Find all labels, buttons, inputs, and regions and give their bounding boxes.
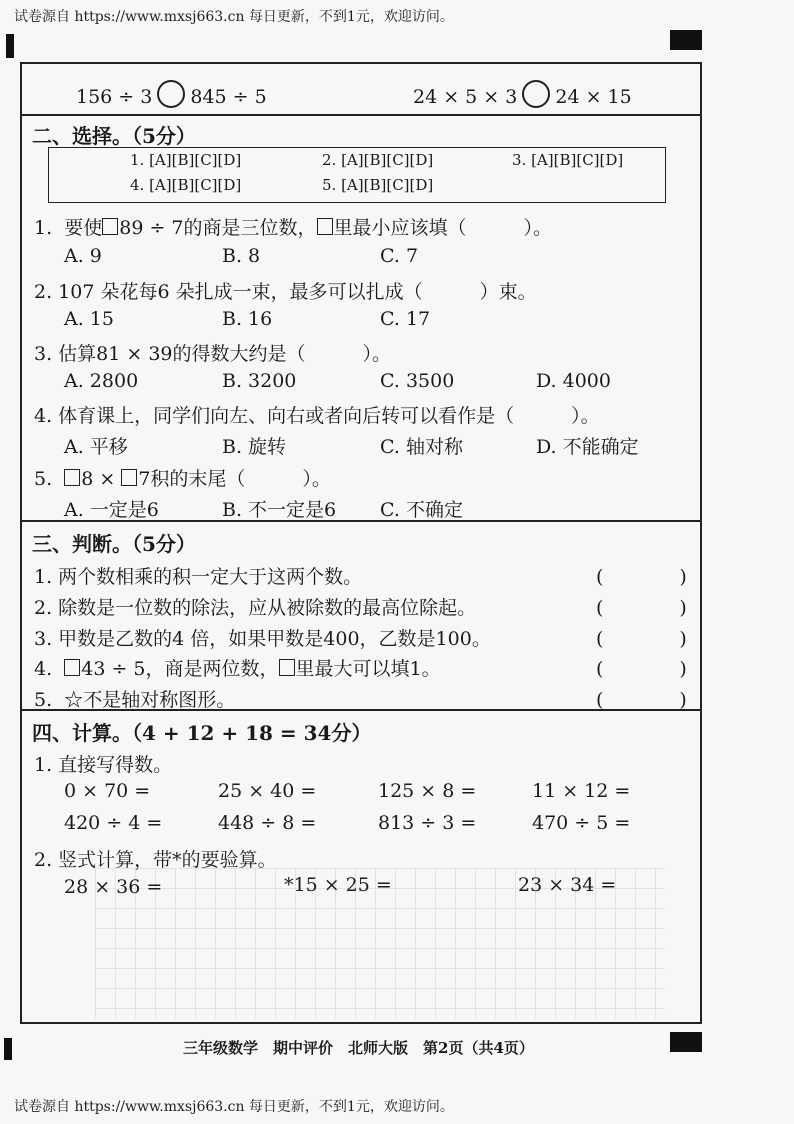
section-title: 二、选择。（5分） (32, 124, 196, 148)
calc-item: 23 × 34 = (518, 874, 617, 896)
compare-expr: 156 ÷ 3 (76, 86, 153, 108)
answer-choice-row[interactable]: 5. [A][B][C][D] (322, 176, 434, 194)
question-text: 89 ÷ 7的商是三位数， (119, 217, 317, 239)
work-grid[interactable] (95, 868, 665, 1018)
question-text: 里最小应该填（ ）。 (333, 217, 553, 239)
question-text: 不是轴对称图形。 (83, 689, 236, 711)
judge-item: 3. 甲数是乙数的4 倍，如果甲数是400，乙数是100。 (34, 628, 491, 650)
option: B. 不一定是6 (222, 499, 337, 521)
watermark-bottom: 试卷源自 https://www.mxsj663.cn 每日更新，不到1元，欢迎访问。 (14, 1099, 454, 1115)
section-title: 四、计算。（4 + 12 + 18 = 34分） (32, 721, 372, 745)
calc-item: *15 × 25 = (284, 874, 392, 896)
blank-box (64, 659, 80, 676)
blank-box (317, 218, 333, 235)
question-number: 5. (34, 468, 53, 490)
compare-expr: 24 × 15 (555, 86, 632, 108)
registration-mark (670, 30, 702, 50)
option: B. 3200 (222, 370, 297, 392)
blank-box (121, 469, 137, 486)
compare-left (76, 80, 267, 108)
calc-item: 11 × 12 = (532, 780, 631, 802)
answer-parentheses[interactable]: ( ) (596, 689, 687, 711)
answer-parentheses[interactable]: ( ) (596, 628, 687, 650)
option: D. 不能确定 (536, 436, 639, 458)
option: A. 平移 (64, 436, 128, 458)
question-text: 8 × (81, 468, 122, 490)
option: D. 4000 (536, 370, 611, 392)
calc-item: 470 ÷ 5 = (532, 812, 631, 834)
question-stem (34, 213, 552, 240)
question-stem (34, 464, 331, 491)
compare-expr: 24 × 5 × 3 (413, 86, 518, 108)
compare-circle[interactable] (157, 80, 185, 108)
option: C. 7 (380, 245, 419, 267)
option: C. 轴对称 (380, 436, 463, 458)
calc-item: 125 × 8 = (378, 780, 477, 802)
question-stem: 4. 体育课上，同学们向左、向右或者向后转可以看作是（ ）。 (34, 405, 600, 427)
option: C. 3500 (380, 370, 455, 392)
option: A. 一定是6 (64, 499, 159, 521)
option: A. 15 (64, 308, 114, 330)
answer-parentheses[interactable]: ( ) (596, 566, 687, 588)
option: A. 9 (64, 245, 102, 267)
page-footer: 三年级数学 期中评价 北师大版 第2页（共4页） (183, 1039, 534, 1057)
registration-mark (4, 1038, 12, 1060)
answer-choice-row[interactable]: 1. [A][B][C][D] (130, 151, 242, 169)
question-number: 4. (34, 658, 53, 680)
compare-circle[interactable] (522, 80, 550, 108)
section-divider (22, 114, 700, 116)
calc-item: 448 ÷ 8 = (218, 812, 317, 834)
question-text: 要使 (64, 217, 103, 239)
option: C. 17 (380, 308, 431, 330)
option: B. 8 (222, 245, 261, 267)
registration-mark (6, 34, 14, 58)
question-stem: 3. 估算81 × 39的得数大约是（ ）。 (34, 343, 392, 365)
compare-right (413, 80, 632, 108)
blank-box (279, 659, 295, 676)
watermark-top: 试卷源自 https://www.mxsj663.cn 每日更新，不到1元，欢迎访问。 (14, 9, 454, 25)
answer-parentheses[interactable]: ( ) (596, 658, 687, 680)
judge-item: 2. 除数是一位数的除法，应从被除数的最高位除起。 (34, 597, 477, 619)
compare-expr: 845 ÷ 5 (190, 86, 267, 108)
option: B. 旋转 (222, 436, 287, 458)
question-stem: 2. 107 朵花每6 朵扎成一束，最多可以扎成（ ）束。 (34, 281, 537, 303)
calc-item: 420 ÷ 4 = (64, 812, 163, 834)
calc-item: 28 × 36 = (64, 876, 163, 898)
section-title: 三、判断。（5分） (32, 532, 196, 556)
star-icon: ☆ (64, 689, 84, 711)
calc-item: 813 ÷ 3 = (378, 812, 477, 834)
option: A. 2800 (64, 370, 139, 392)
question-text: 43 ÷ 5，商是两位数， (81, 658, 279, 680)
answer-parentheses[interactable]: ( ) (596, 597, 687, 619)
question-number: 1. (34, 217, 53, 239)
calc-item: 0 × 70 = (64, 780, 151, 802)
question-text: 7积的末尾（ ）。 (138, 468, 331, 490)
answer-choice-row[interactable]: 3. [A][B][C][D] (512, 151, 624, 169)
option: B. 16 (222, 308, 273, 330)
question-text: 里最大可以填1。 (295, 658, 441, 680)
blank-box (64, 469, 80, 486)
option: C. 不确定 (380, 499, 463, 521)
answer-choice-row[interactable]: 4. [A][B][C][D] (130, 176, 242, 194)
sub-question: 1. 直接写得数。 (34, 754, 173, 776)
calc-item: 25 × 40 = (218, 780, 317, 802)
judge-item (34, 654, 441, 681)
blank-box (102, 218, 118, 235)
sub-question: 2. 竖式计算，带*的要验算。 (34, 849, 277, 871)
judge-item: 1. 两个数相乘的积一定大于这两个数。 (34, 566, 363, 588)
question-number: 5. (34, 689, 53, 711)
answer-choice-row[interactable]: 2. [A][B][C][D] (322, 151, 434, 169)
judge-item (34, 685, 235, 712)
registration-mark (670, 1032, 702, 1052)
